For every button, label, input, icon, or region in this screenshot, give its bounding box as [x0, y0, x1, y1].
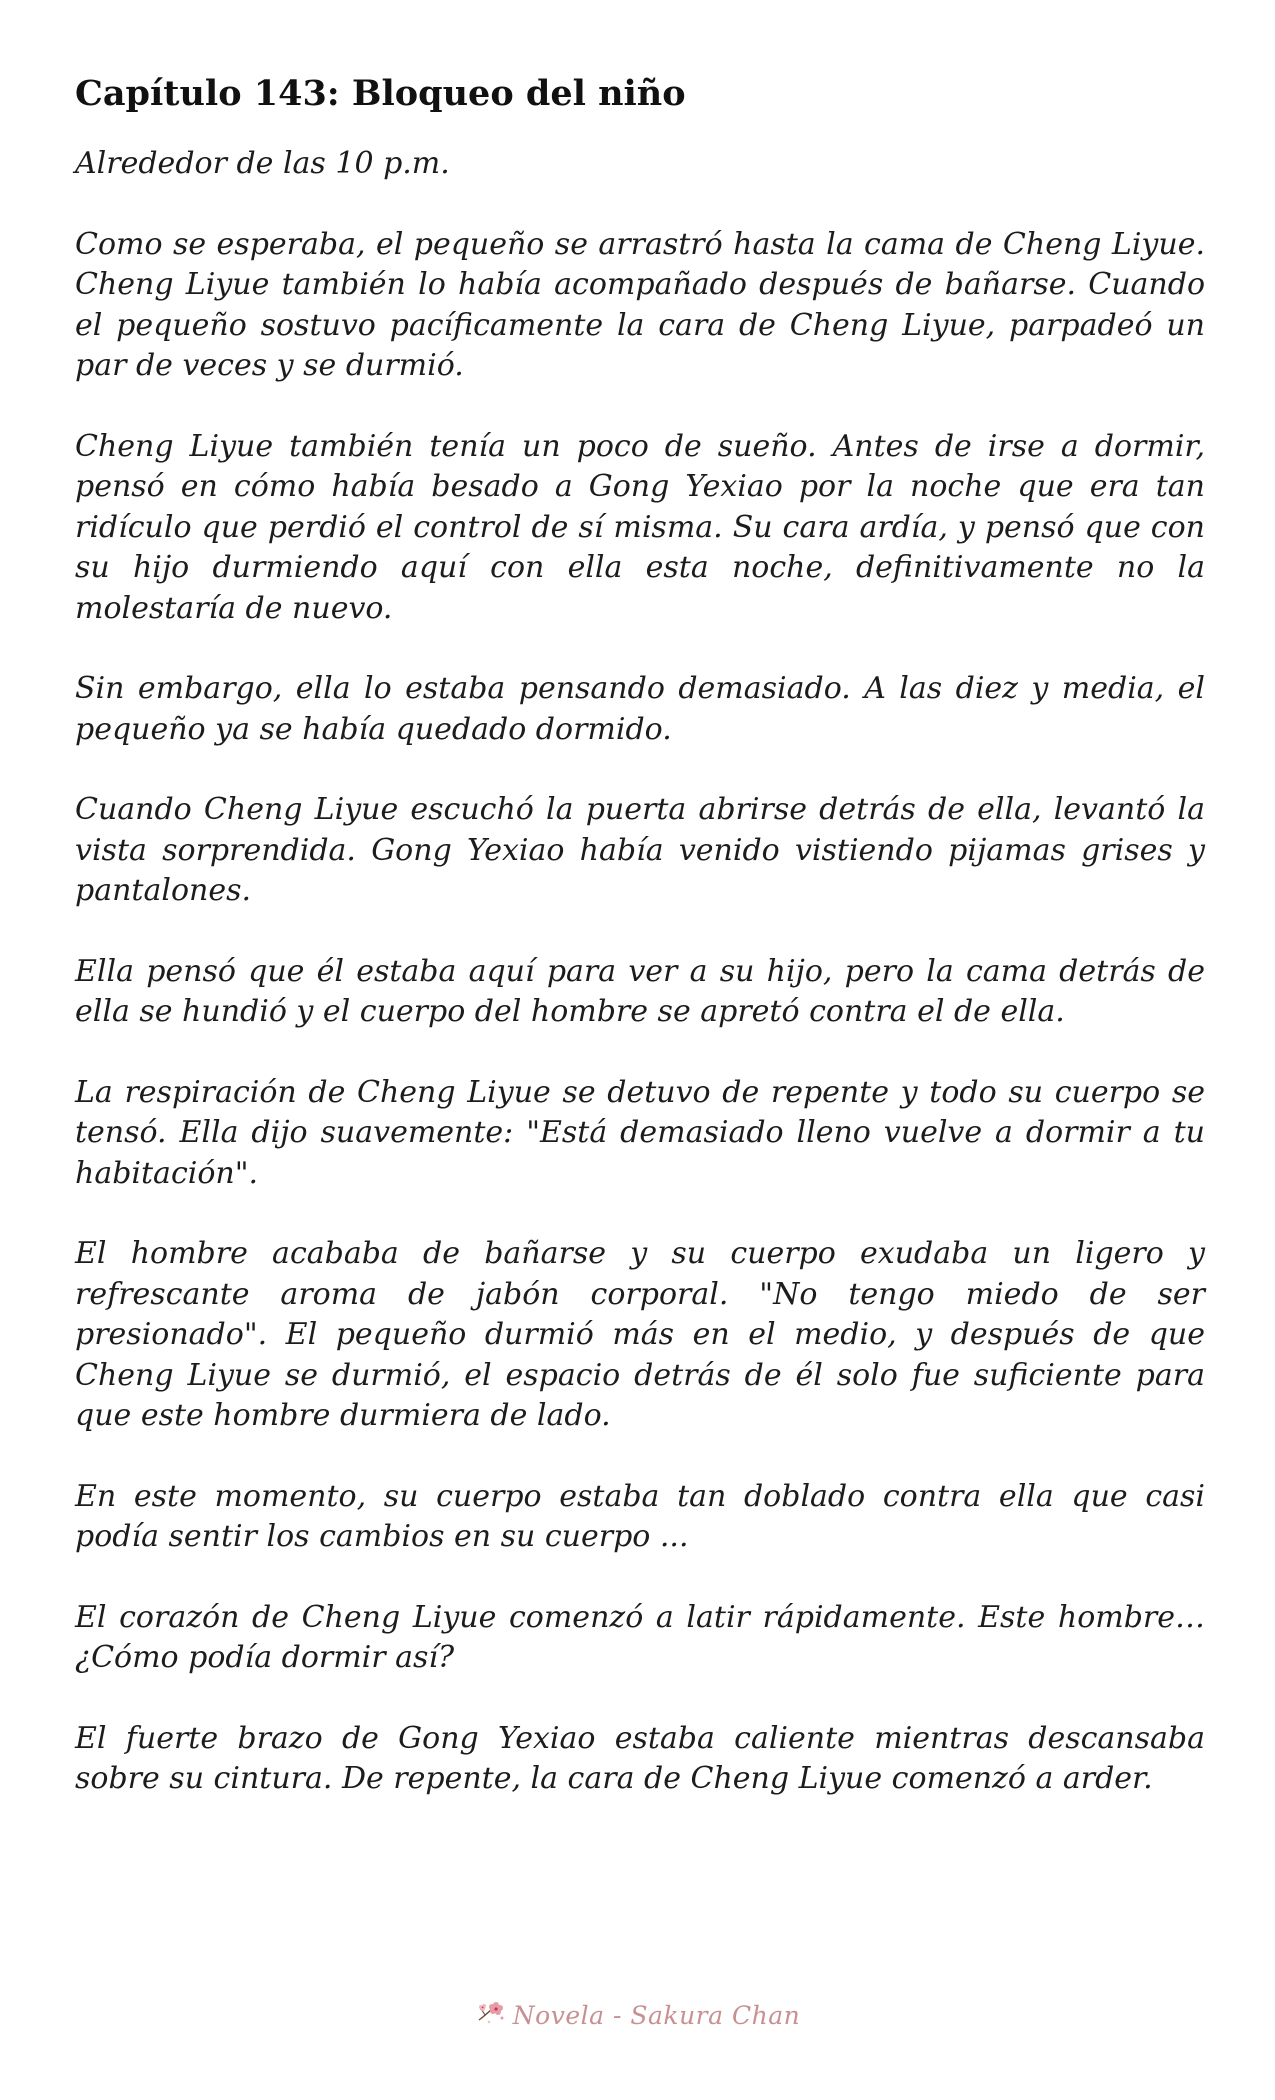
paragraph-8: El hombre acababa de bañarse y su cuerpo exudaba un ligero y refrescante aroma de jabón corporal. "No tengo miedo de ser presionado". El pequeño durmió más en el medio, y después de que Cheng Liyue se durmió, el espacio detrás de él solo fue suficiente para que este hombre durmiera de lado.: [75, 1236, 1205, 1433]
paragraph-2: Como se esperaba, el pequeño se arrastró hasta la cama de Cheng Liyue. Cheng Liyue también lo había acompañado después de bañarse. Cuando el pequeño sostuvo pacíficamente la cara de Cheng Liyue, parpadeó un par de veces y se durmió.: [75, 226, 1205, 383]
paragraph-6: Ella pensó que él estaba aquí para ver a su hijo, pero la cama detrás de ella se hundió y el cuerpo del hombre se apretó contra el de ella.: [75, 953, 1205, 1029]
document-page: [75, 72, 1205, 1840]
watermark-text: Novela - Sakura Chan: [512, 2001, 801, 2030]
chapter-title: Capítulo 143: Bloqueo del niño: [75, 73, 686, 114]
paragraph-5: Cuando Cheng Liyue escuchó la puerta abrirse detrás de ella, levantó la vista sorprendida. Gong Yexiao había venido vistiendo pijamas grises y pantalones.: [75, 792, 1205, 908]
paragraph-10: El corazón de Cheng Liyue comenzó a latir rápidamente. Este hombre… ¿Cómo podía dormir así?: [75, 1599, 1205, 1675]
watermark: [0, 1998, 1275, 2033]
paragraph-4: Sin embargo, ella lo estaba pensando demasiado. A las diez y media, el pequeño ya se había quedado dormido.: [75, 671, 1205, 747]
paragraph-3: Cheng Liyue también tenía un poco de sueño. Antes de irse a dormir, pensó en cómo había besado a Gong Yexiao por la noche que era tan ridículo que perdió el control de sí misma. Su cara ardía, y pensó que con su hijo durmiendo aquí con ella esta noche, definitivamente no la molestaría de nuevo.: [75, 428, 1205, 626]
paragraph-11: El fuerte brazo de Gong Yexiao estaba caliente mientras descansaba sobre su cintura. De repente, la cara de Cheng Liyue comenzó a arder.: [75, 1720, 1205, 1796]
paragraph-9: En este momento, su cuerpo estaba tan doblado contra ella que casi podía sentir los cambios en su cuerpo ...: [75, 1478, 1205, 1554]
paragraph-7: La respiración de Cheng Liyue se detuvo de repente y todo su cuerpo se tensó. Ella dijo suavemente: "Está demasiado lleno vuelve a dormir a tu habitación".: [75, 1074, 1205, 1191]
paragraph-1: Alrededor de las 10 p.m.: [75, 146, 450, 181]
sakura-blossom-icon: [475, 1998, 507, 2033]
